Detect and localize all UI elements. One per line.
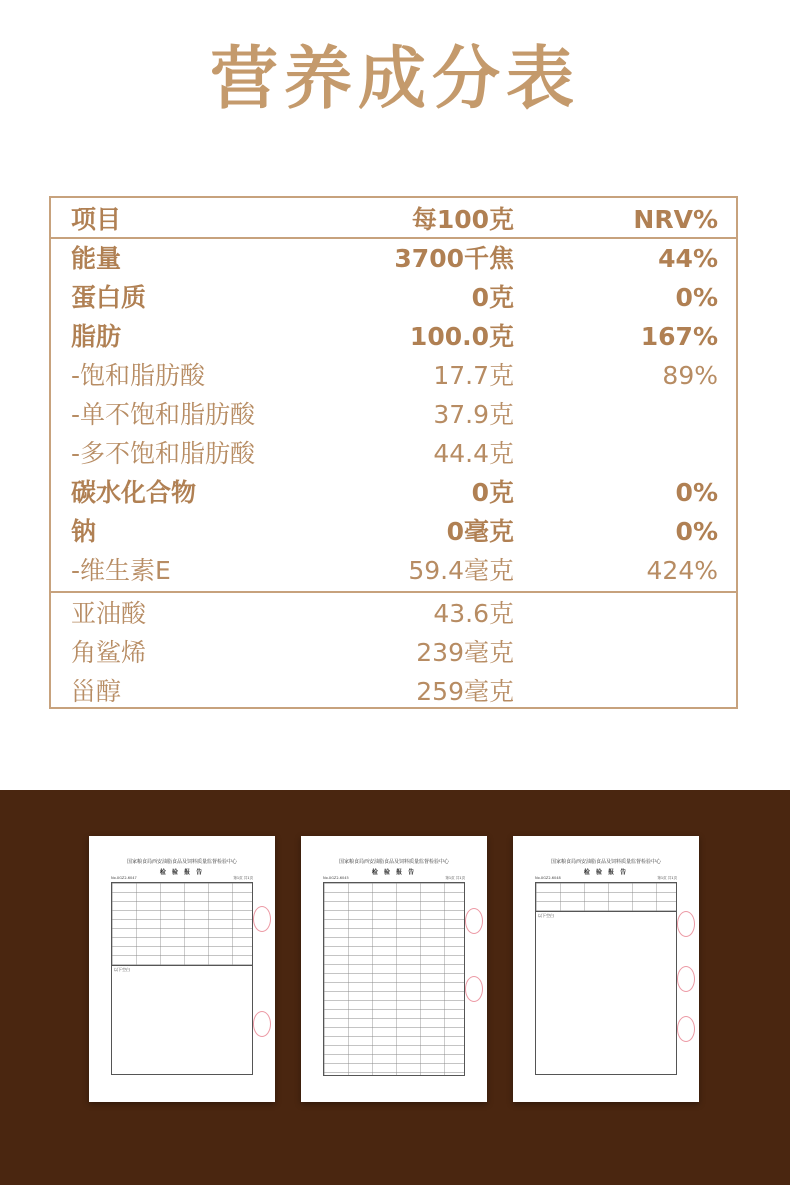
report-number: No.XGZ2-6045 xyxy=(323,876,349,880)
inspection-report-2[interactable] xyxy=(301,836,487,1102)
page-title: 营养成分表 xyxy=(209,40,580,119)
table-row xyxy=(51,434,736,473)
row-value: 37.9克 xyxy=(433,400,514,429)
row-name: -饱和脂肪酸 xyxy=(71,361,206,390)
nutrition-table xyxy=(49,196,738,709)
row-value: 100.0克 xyxy=(409,322,514,351)
report-heading: 检 验 报 告 xyxy=(159,869,205,876)
report-page: 第1页 共1页 xyxy=(657,876,677,880)
row-name: 能量 xyxy=(71,244,122,273)
row-nrv: 0% xyxy=(675,478,718,507)
table-row xyxy=(51,594,736,633)
red-seal-icon xyxy=(465,976,483,1002)
table-row xyxy=(51,395,736,434)
row-nrv: 424% xyxy=(646,556,718,585)
report-heading: 检 验 报 告 xyxy=(371,869,417,876)
row-value: 239毫克 xyxy=(416,638,514,667)
row-nrv: 89% xyxy=(662,361,718,390)
inspection-report-3[interactable] xyxy=(513,836,699,1102)
row-name: 甾醇 xyxy=(71,677,122,706)
header-nrv: NRV% xyxy=(633,205,718,234)
row-value: 259毫克 xyxy=(416,677,514,706)
report-page: 第1页 共1页 xyxy=(445,876,465,880)
table-row xyxy=(51,317,736,356)
row-name: 碳水化合物 xyxy=(71,478,197,507)
red-seal-icon xyxy=(677,911,695,937)
row-value: 17.7克 xyxy=(433,361,514,390)
report-blank-area xyxy=(535,910,677,1075)
row-name: -多不饱和脂肪酸 xyxy=(71,439,256,468)
row-value: 3700千焦 xyxy=(394,244,514,273)
row-nrv: 167% xyxy=(640,322,718,351)
table-row xyxy=(51,278,736,317)
inspection-reports-section xyxy=(0,790,790,1185)
row-nrv: 44% xyxy=(658,244,718,273)
row-name: -维生素E xyxy=(71,556,171,585)
report-page: 第1页 共1页 xyxy=(233,876,253,880)
row-name: 脂肪 xyxy=(71,322,122,351)
report-note: 以下空白 xyxy=(114,967,130,972)
row-value: 59.4毫克 xyxy=(408,556,514,585)
report-org: 国家粮食局西安油脂食品及饲料质量监督检验中心 xyxy=(550,859,661,865)
row-nrv: 0% xyxy=(675,283,718,312)
table-row xyxy=(51,356,736,395)
row-value: 44.4克 xyxy=(433,439,514,468)
report-org: 国家粮食局西安油脂食品及饲料质量监督检验中心 xyxy=(338,859,449,865)
red-seal-icon xyxy=(677,1016,695,1042)
report-table xyxy=(323,882,465,1076)
red-seal-icon xyxy=(677,966,695,992)
red-seal-icon xyxy=(465,908,483,934)
table-row xyxy=(51,672,736,711)
red-seal-icon xyxy=(253,1011,271,1037)
report-heading: 检 验 报 告 xyxy=(583,869,629,876)
report-number: No.XGZ2-6047 xyxy=(111,876,137,880)
row-value: 0毫克 xyxy=(446,517,514,546)
row-name: 亚油酸 xyxy=(71,599,147,628)
header-item: 项目 xyxy=(71,205,122,234)
row-name: 角鲨烯 xyxy=(71,638,147,667)
report-org: 国家粮食局西安油脂食品及饲料质量监督检验中心 xyxy=(126,859,237,865)
report-table xyxy=(535,882,677,912)
report-table xyxy=(111,882,253,966)
table-row xyxy=(51,512,736,551)
inspection-report-1[interactable] xyxy=(89,836,275,1102)
red-seal-icon xyxy=(253,906,271,932)
section-divider xyxy=(51,591,736,593)
report-blank-area xyxy=(111,964,253,1075)
table-header-row xyxy=(51,200,736,239)
table-row xyxy=(51,551,736,590)
table-row xyxy=(51,473,736,512)
row-value: 0克 xyxy=(471,283,514,312)
header-per100: 每100克 xyxy=(411,205,514,234)
row-value: 43.6克 xyxy=(433,599,514,628)
row-name: 蛋白质 xyxy=(71,283,147,312)
table-row xyxy=(51,239,736,278)
report-note: 以下空白 xyxy=(538,913,554,918)
row-nrv: 0% xyxy=(675,517,718,546)
report-number: No.XGZ2-6048 xyxy=(535,876,561,880)
table-row xyxy=(51,633,736,672)
row-value: 0克 xyxy=(471,478,514,507)
row-name: -单不饱和脂肪酸 xyxy=(71,400,256,429)
row-name: 钠 xyxy=(71,517,97,546)
